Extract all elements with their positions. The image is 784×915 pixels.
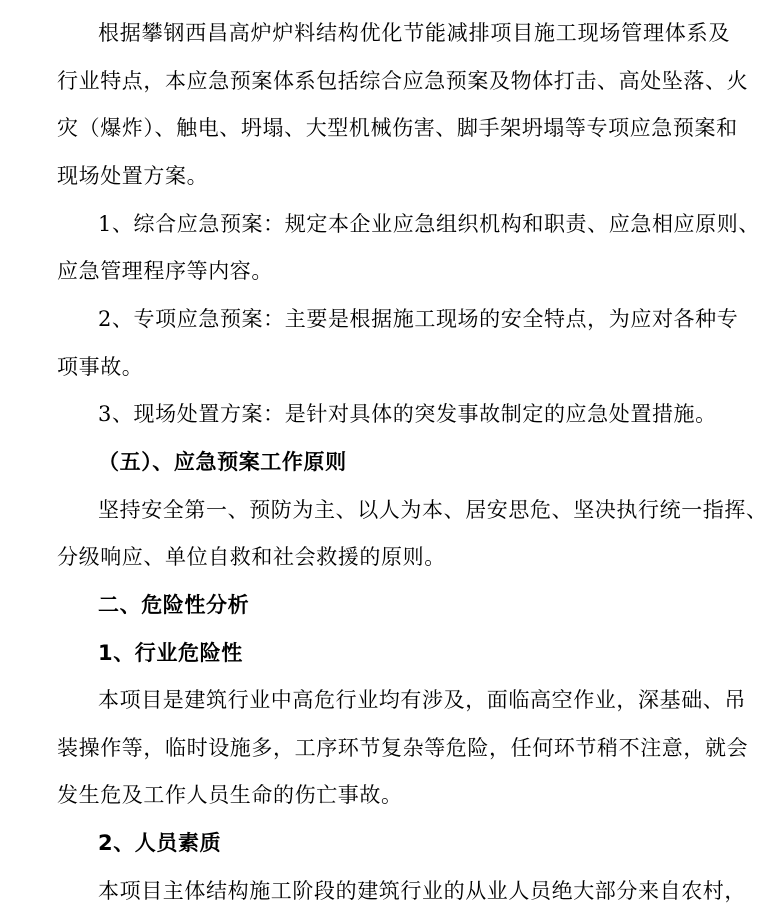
list-item-line: 3、现场处置方案：是针对具体的突发事故制定的应急处置措施。 — [98, 402, 717, 426]
subsection-heading: 2、人员素质 — [98, 831, 222, 855]
body-text-line: 坚持安全第一、预防为主、以人为本、居安思危、坚决执行统一指挥、 — [98, 498, 768, 522]
list-item-line: 项事故。 — [57, 355, 144, 379]
body-text-line: 装操作等，临时设施多，工序环节复杂等危险，任何环节稍不注意，就会 — [57, 736, 749, 760]
list-item-line: 应急管理程序等内容。 — [57, 259, 273, 283]
list-item-line: 2、专项应急预案：主要是根据施工现场的安全特点，为应对各种专 — [98, 307, 739, 331]
body-text-line: 分级响应、单位自救和社会救援的原则。 — [57, 545, 446, 569]
chapter-heading: 二、危险性分析 — [98, 593, 250, 617]
body-text-line: 发生危及工作人员生命的伤亡事故。 — [57, 783, 403, 807]
body-text-line: 本项目是建筑行业中高危行业均有涉及，面临高空作业，深基础、吊 — [98, 688, 746, 712]
body-text-line: 灾（爆炸）、触电、坍塌、大型机械伤害、脚手架坍塌等专项应急预案和 — [57, 116, 738, 140]
subsection-heading: 1、行业危险性 — [98, 641, 243, 665]
section-heading: （五）、应急预案工作原则 — [98, 450, 347, 474]
body-text-line: 根据攀钢西昌高炉炉料结构优化节能减排项目施工现场管理体系及 — [98, 21, 730, 45]
body-text-line: 现场处置方案。 — [57, 164, 209, 188]
body-text-line: 行业特点，本应急预案体系包括综合应急预案及物体打击、高处坠落、火 — [57, 69, 749, 93]
list-item-line: 1、综合应急预案：规定本企业应急组织机构和职责、应急相应原则、 — [98, 212, 760, 236]
body-text-line: 本项目主体结构施工阶段的建筑行业的从业人员绝大部分来自农村， — [98, 879, 746, 903]
